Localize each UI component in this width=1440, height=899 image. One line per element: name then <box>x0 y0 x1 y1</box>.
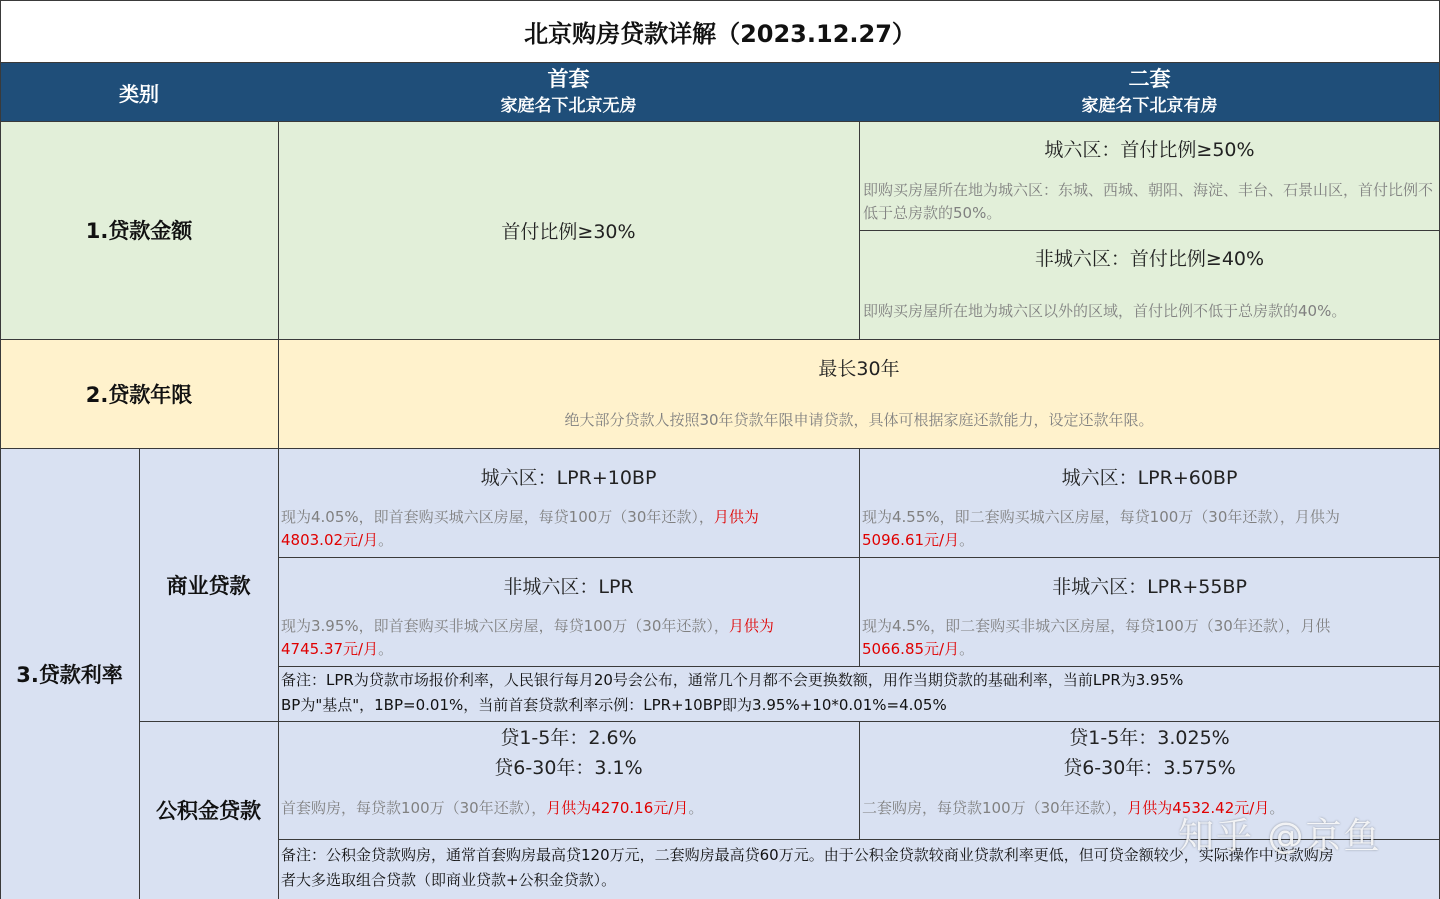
loan-amount-second-other-note: 即购买房屋所在地为城六区以外的区域，首付比例不低于总房款的40%。 <box>863 302 1347 320</box>
commercial-second-core-note: 现为4.55%，即二套购买城六区房屋，每贷100万（30年还款），月供为 5096.61元/月。 <box>862 508 1340 549</box>
loan-term-title: 最长30年 <box>818 358 900 380</box>
fund-first <box>278 721 859 839</box>
grid-line <box>139 721 1440 722</box>
loan-rate-label: 3.贷款利率 <box>16 662 123 687</box>
watermark: 知乎 @京鱼 <box>1178 816 1382 857</box>
commercial-first-core <box>278 448 859 557</box>
grid-line <box>859 121 860 339</box>
grid-line <box>0 0 1 899</box>
commercial-remark-line2: BP为"基点"，1BP=0.01%，当前首套贷款利率示例：LPR+10BP即为3.95%+10*0.01%=4.05% <box>281 696 947 714</box>
loan-term-note: 绝大部分贷款人按照30年贷款年限申请贷款，具体可根据家庭还款能力，设定还款年限。 <box>564 411 1154 429</box>
header-second-home <box>859 63 1440 121</box>
grid-line <box>0 121 1440 122</box>
header-first-title: 首套 <box>547 67 590 91</box>
grid-line <box>139 448 140 899</box>
loan-amount-second-other-title: 非城六区：首付比例≥40% <box>1034 248 1265 270</box>
grid-line <box>859 721 860 839</box>
fund-remark <box>278 839 1440 899</box>
header-second-title: 二套 <box>1128 67 1171 91</box>
commercial-first-other-note: 现为3.95%，即首套购买非城六区房屋，每贷100万（30年还款），月供为 4745.37元/月。 <box>281 617 774 658</box>
loan-amount-second-other <box>859 230 1440 339</box>
fund-second-line2: 贷6-30年：3.575% <box>1063 757 1236 779</box>
fund-remark-line1: 备注：公积金贷款购房，通常首套购房最高贷120万元，二套购房最高贷60万元。由于公积金贷款较商业贷款利率更低，但可贷金额较少，实际操作中贷款购房 <box>281 846 1334 864</box>
grid-line <box>278 839 1440 840</box>
commercial-loan-label: 商业贷款 <box>166 573 251 598</box>
commercial-remark-line1: 备注：LPR为贷款市场报价利率，人民银行每月20号会公布，通常几个月都不会更换数额，用作当期贷款的基础利率，当前LPR为3.95% <box>281 671 1184 689</box>
grid-line <box>278 666 1440 667</box>
header-first-home <box>278 63 859 121</box>
header-first-sub: 家庭名下北京无房 <box>500 96 637 116</box>
header-second-sub: 家庭名下北京有房 <box>1081 96 1218 116</box>
grid-line <box>859 448 860 666</box>
fund-remark-line2: 者大多选取组合贷款（即商业贷款+公积金贷款）。 <box>281 871 617 889</box>
loan-amount-first: 首付比例≥30% <box>501 220 636 243</box>
commercial-second-core-title: 城六区：LPR+60BP <box>1061 467 1238 489</box>
fund-second-line1: 贷1-5年：3.025% <box>1069 727 1230 749</box>
fund-first-line2: 贷6-30年：3.1% <box>494 757 643 779</box>
commercial-first-core-note: 现为4.05%，即首套购买城六区房屋，每贷100万（30年还款），月供为 4803.02元/月。 <box>281 508 759 549</box>
loan-amount-second-core <box>859 121 1440 230</box>
header-category: 类别 <box>119 81 159 106</box>
grid-line <box>0 339 1440 340</box>
grid-line <box>859 230 1440 231</box>
commercial-second-other-title: 非城六区：LPR+55BP <box>1052 576 1247 598</box>
fund-second-note: 二套购房，每贷款100万（30年还款），月供为4532.42元/月。 <box>862 799 1285 817</box>
commercial-second-other-note: 现为4.5%，即二套购买非城六区房屋，每贷100万（30年还款），月供 5066.85元/月。 <box>862 617 1331 658</box>
fund-second <box>859 721 1440 839</box>
fund-loan-label: 公积金贷款 <box>156 799 261 823</box>
grid-line <box>0 448 1440 449</box>
loan-term-content <box>278 339 1440 448</box>
commercial-second-core <box>859 448 1440 557</box>
loan-amount-label: 1.贷款金额 <box>85 219 193 243</box>
commercial-first-other-title: 非城六区：LPR <box>503 576 634 598</box>
commercial-first-core-title: 城六区：LPR+10BP <box>480 467 657 489</box>
fund-first-line1: 贷1-5年：2.6% <box>500 727 637 749</box>
grid-line <box>0 62 1440 63</box>
fund-first-note: 首套购房，每贷款100万（30年还款），月供为4270.16元/月。 <box>281 799 704 817</box>
loan-term-label: 2.贷款年限 <box>85 382 193 407</box>
grid-line <box>0 0 1440 1</box>
commercial-remark <box>278 666 1440 721</box>
commercial-first-other <box>278 557 859 666</box>
loan-amount-second-core-title: 城六区：首付比例≥50% <box>1044 139 1255 161</box>
grid-line <box>278 121 279 899</box>
loan-amount-second-core-note: 即购买房屋所在地为城六区：东城、西城、朝阳、海淀、丰台、石景山区，首付比例不低于总房款的50%。 <box>863 181 1434 222</box>
page-title: 北京购房贷款详解（2023.12.27） <box>524 20 916 48</box>
commercial-second-other <box>859 557 1440 666</box>
